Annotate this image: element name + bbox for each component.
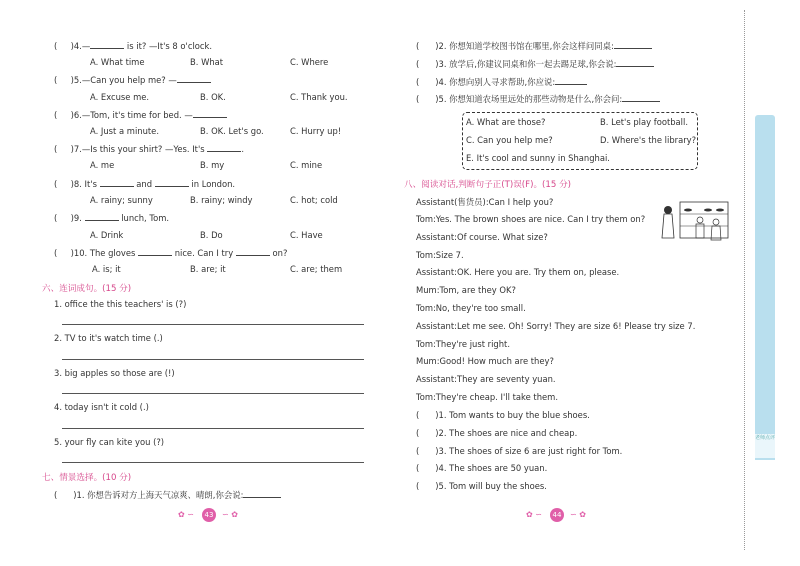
dialogue-line: Assistant:They are seventy yuan. [416, 374, 556, 384]
right-page [402, 0, 800, 566]
page-number: 43 [202, 508, 216, 522]
judge-item: ( )5. Tom will buy the shoes. [416, 481, 547, 491]
situation-item: ( )1. 你想告诉对方上海天气凉爽、晴朗,你会说: [54, 489, 281, 501]
option: C. Thank you. [290, 92, 348, 102]
question-8: ( )8. It's and in London. [54, 179, 236, 189]
left-page [0, 0, 398, 566]
sentence-item: 3. big apples so those are (!) [54, 368, 175, 378]
option: B. Do [200, 230, 223, 240]
dialogue-line: Assistant:Let me see. Oh! Sorry! They are size 6! Please try size 7. [416, 321, 696, 331]
question-6: ( )6.—Tom, it's time for bed. — [54, 109, 227, 120]
dialogue-line: Mum:Good! How much are they? [416, 356, 554, 366]
option: D. Where's the library? [600, 135, 697, 145]
option: C. Hurry up! [290, 126, 342, 136]
dialogue-line: Mum:Tom, are they OK? [416, 285, 516, 295]
dialogue-line: Tom:Yes. The brown shoes are nice. Can I try them on? [416, 214, 646, 224]
binding-line [744, 10, 745, 550]
teacher-comment-sidebar [755, 115, 775, 460]
option: A. rainy; sunny [90, 195, 153, 205]
dialogue-line: Tom:No, they're too small. [416, 303, 526, 313]
flourish-right-icon: ∽ ✿ [570, 510, 586, 519]
sentence-item: 1. office the this teachers' is (?) [54, 299, 187, 309]
question-9: ( )9. lunch, Tom. [54, 213, 170, 223]
flourish-right-icon: ∽ ✿ [222, 510, 238, 519]
question-4: ( )4.— is it? —It's 8 o'clock. [54, 41, 213, 51]
section-7-title: 七、情景选择。(10 分) [42, 473, 132, 483]
sentence-item: 2. TV to it's watch time (.) [54, 333, 163, 343]
option: A. is; it [92, 264, 121, 274]
flourish-left-icon: ✿ ∽ [178, 510, 194, 519]
answer-line[interactable] [62, 462, 364, 463]
answer-line[interactable] [62, 324, 364, 325]
option: C. Can you help me? [466, 135, 553, 145]
option: B. my [200, 160, 225, 170]
option: A. What are those? [466, 117, 546, 127]
judge-item: ( )2. The shoes are nice and cheap. [416, 428, 578, 438]
judge-item: ( )1. Tom wants to buy the blue shoes. [416, 410, 590, 420]
option: A. me [90, 160, 115, 170]
option: B. rainy; windy [190, 195, 253, 205]
situation-item: ( )4. 你想向别人寻求帮助,你应说: [416, 76, 587, 88]
judge-item: ( )3. The shoes of size 6 are just right for Tom. [416, 446, 623, 456]
option: C. are; them [290, 264, 343, 274]
question-10: ( )10. The gloves nice. Can I try on? [54, 248, 288, 258]
situation-item: ( )5. 你想知道农场里远处的那些动物是什么,你会问: [416, 93, 660, 105]
judge-item: ( )4. The shoes are 50 yuan. [416, 463, 548, 473]
option: B. OK. Let's go. [200, 126, 264, 136]
question-7: ( )7.—Is this your shirt? —Yes. It's . [54, 144, 244, 154]
situation-item: ( )3. 放学后,你建议同桌和你一起去踢足球,你会说: [416, 58, 654, 70]
option: B. What [190, 57, 224, 67]
dialogue-line: Assistant:Of course. What size? [416, 232, 548, 242]
option: B. are; it [190, 264, 226, 274]
option: C. Have [290, 230, 323, 240]
sentence-item: 5. your fly can kite you (?) [54, 437, 165, 447]
shoe-shop-illustration [658, 200, 738, 244]
section-8-title: 八、阅读对话,判断句子正(T)误(F)。(15 分) [404, 180, 572, 190]
sentence-item: 4. today isn't it cold (.) [54, 402, 149, 412]
option: A. Drink [90, 230, 124, 240]
dialogue-line: Assistant(售货员):Can I help you? [416, 197, 554, 207]
situation-item: ( )2. 你想知道学校图书馆在哪里,你会这样问同桌: [416, 40, 652, 52]
answer-line[interactable] [62, 393, 364, 394]
option: A. Excuse me. [90, 92, 150, 102]
question-5: ( )5.—Can you help me? — [54, 74, 211, 85]
sidebar-label: 老师点评 [755, 434, 775, 458]
answer-line[interactable] [62, 359, 364, 360]
option: B. Let's play football. [600, 117, 688, 127]
dialogue-line: Tom:Size 7. [416, 250, 464, 260]
page-number: 44 [550, 508, 564, 522]
option: A. Just a minute. [90, 126, 159, 136]
dialogue-line: Assistant:OK. Here you are. Try them on, please. [416, 267, 620, 277]
option: E. It's cool and sunny in Shanghai. [466, 153, 610, 163]
dialogue-line: Tom:They're just right. [416, 339, 510, 349]
option: C. mine [290, 160, 323, 170]
option: C. Where [290, 57, 329, 67]
answer-line[interactable] [62, 428, 364, 429]
flourish-left-icon: ✿ ∽ [526, 510, 542, 519]
option: A. What time [90, 57, 145, 67]
section-6-title: 六、连词成句。(15 分) [42, 284, 132, 294]
dialogue-line: Tom:They're cheap. I'll take them. [416, 392, 558, 402]
option: C. hot; cold [290, 195, 338, 205]
option: B. OK. [200, 92, 226, 102]
